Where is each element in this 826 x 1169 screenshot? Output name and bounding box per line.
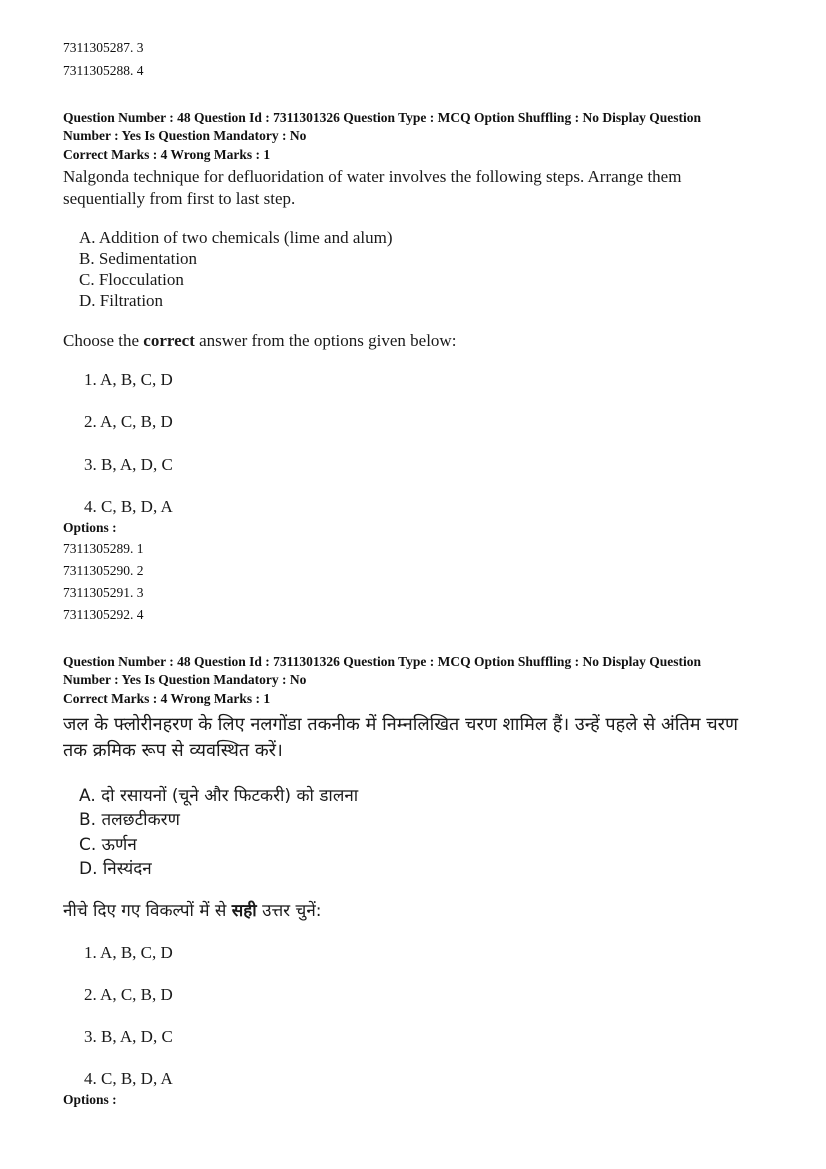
step-item: D. Filtration [79,291,164,310]
options-label: Options : [63,1092,117,1107]
choose-instruction: Choose the correct answer from the options given below: [63,331,457,350]
step-item: A. Addition of two chemicals (lime and alum) [79,228,393,247]
option-id: 7311305287. 3 [63,40,144,55]
answer-choice: 4. C, B, D, A [84,1069,173,1088]
options-label: Options : [63,520,117,535]
question-stem: Nalgonda technique for defluoridation of water involves the following steps. Arrange them [63,167,682,186]
question-marks: Correct Marks : 4 Wrong Marks : 1 [63,147,271,162]
question-header: Number : Yes Is Question Mandatory : No [63,672,307,687]
answer-choice: 2. A, C, B, D [84,412,173,431]
answer-choice: 1. A, B, C, D [84,370,173,389]
option-id: 7311305290. 2 [63,563,144,578]
question-stem: जल के फ्लोरीनहरण के लिए नलगोंडा तकनीक में निम्नलिखित चरण शामिल हैं। उन्हें पहले से अंतिम चरण [63,714,738,735]
answer-choice: 4. C, B, D, A [84,497,173,516]
answer-choice: 2. A, C, B, D [84,985,173,1004]
question-marks: Correct Marks : 4 Wrong Marks : 1 [63,691,271,706]
question-stem: तक क्रमिक रूप से व्यवस्थित करें। [63,740,283,761]
choose-instruction: नीचे दिए गए विकल्पों में से सही उत्तर चुनें: [63,901,322,921]
step-item: D. निस्यंदन [79,859,152,879]
question-stem: sequentially from first to last step. [63,189,296,208]
answer-choice: 1. A, B, C, D [84,943,173,962]
answer-choice: 3. B, A, D, C [84,455,173,474]
step-item: C. Flocculation [79,270,184,289]
question-header: Question Number : 48 Question Id : 7311301326 Question Type : MCQ Option Shuffling : No Display Question [63,110,701,125]
step-item: C. ऊर्णन [79,835,137,855]
step-item: B. Sedimentation [79,249,198,268]
question-header: Question Number : 48 Question Id : 7311301326 Question Type : MCQ Option Shuffling : No Display Question [63,654,701,669]
option-id: 7311305289. 1 [63,541,144,556]
step-item: A. दो रसायनों (चूने और फिटकरी) को डालना [79,786,359,806]
question-header: Number : Yes Is Question Mandatory : No [63,128,307,143]
option-id: 7311305292. 4 [63,607,144,622]
option-id: 7311305291. 3 [63,585,144,600]
answer-choice: 3. B, A, D, C [84,1027,173,1046]
step-item: B. तलछटीकरण [79,810,180,830]
option-id: 7311305288. 4 [63,63,144,78]
